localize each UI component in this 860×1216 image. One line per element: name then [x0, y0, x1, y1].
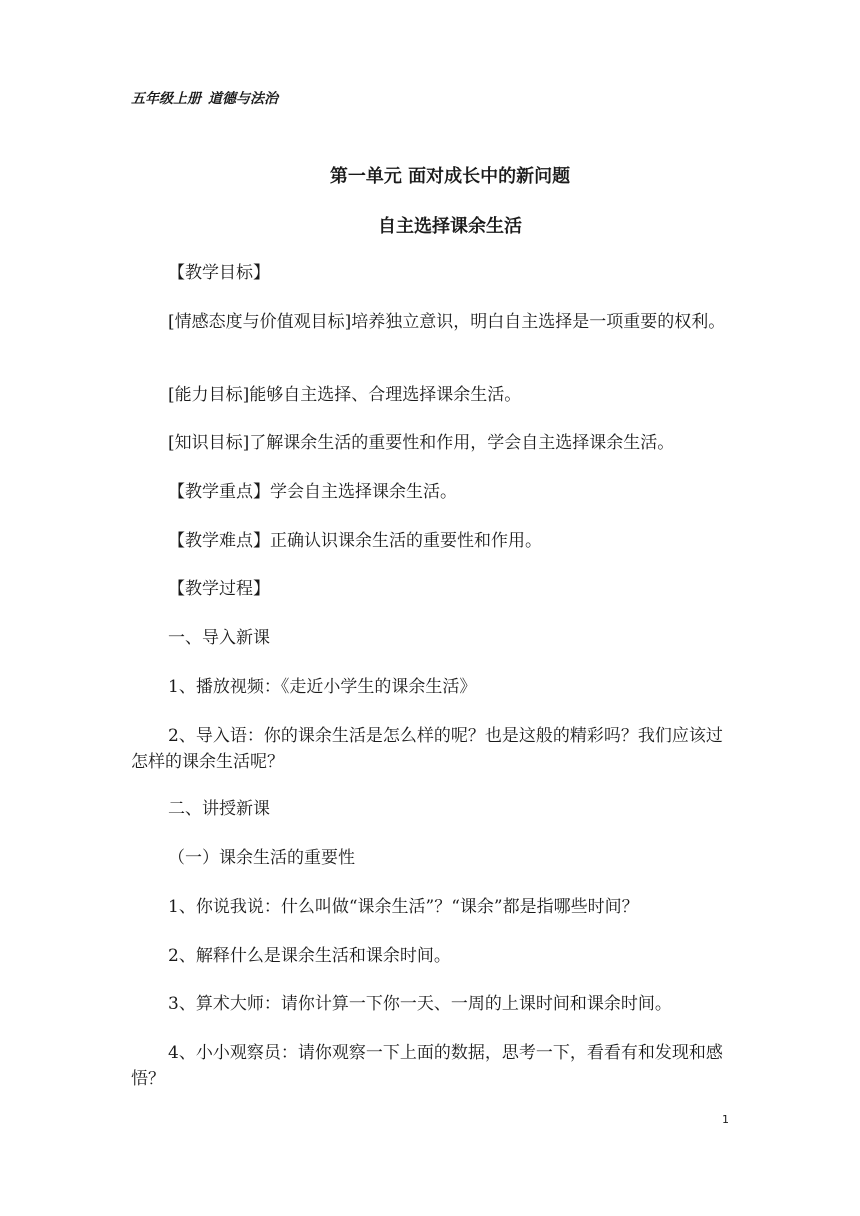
page-number: 1	[722, 1113, 729, 1126]
unit-title: 第一单元 面对成长中的新问题	[329, 166, 571, 187]
paragraph-observation: 4、小小观察员：请你观察一下上面的数据，思考一下，看看有和发现和感悟？	[131, 1043, 723, 1089]
header-grade: 五年级上册	[131, 91, 201, 107]
paragraph-introduction: 2、导入语：你的课余生活是怎么样的呢？也是这般的精彩吗？我们应该过怎样的课余生活呢？	[131, 726, 723, 772]
paragraph-discussion: 1、你说我说：什么叫做“课余生活”？“课余”都是指哪些时间？	[168, 897, 639, 917]
paragraph-emotional-objective: [情感态度与价值观目标]培养独立意识，明白自主选择是一项重要的权利。	[168, 312, 726, 332]
paragraph-key-point: 【教学重点】学会自主选择课余生活。	[168, 482, 457, 502]
paragraph-subsection-one: （一）课余生活的重要性	[168, 848, 355, 868]
page-header	[131, 88, 278, 108]
paragraph-knowledge-objective: [知识目标]了解课余生活的重要性和作用，学会自主选择课余生活。	[168, 433, 675, 453]
paragraph-section-two: 二、讲授新课	[168, 799, 270, 819]
paragraph-calculation: 3、算术大师：请你计算一下你一天、一周的上课时间和课余时间。	[168, 994, 672, 1014]
paragraph-teaching-process-heading: 【教学过程】	[168, 579, 270, 599]
header-subject: 道德与法治	[208, 91, 278, 107]
paragraph-section-one: 一、导入新课	[168, 628, 270, 648]
paragraph-ability-objective: [能力目标]能够自主选择、合理选择课余生活。	[168, 385, 522, 405]
paragraph-explanation: 2、解释什么是课余生活和课余时间。	[168, 946, 451, 966]
paragraph-play-video: 1、播放视频：《走近小学生的课余生活》	[168, 677, 477, 697]
paragraph-difficult-point: 【教学难点】正确认识课余生活的重要性和作用。	[168, 531, 542, 551]
lesson-title: 自主选择课余生活	[378, 216, 522, 237]
paragraph-teaching-objectives-heading: 【教学目标】	[168, 263, 270, 283]
